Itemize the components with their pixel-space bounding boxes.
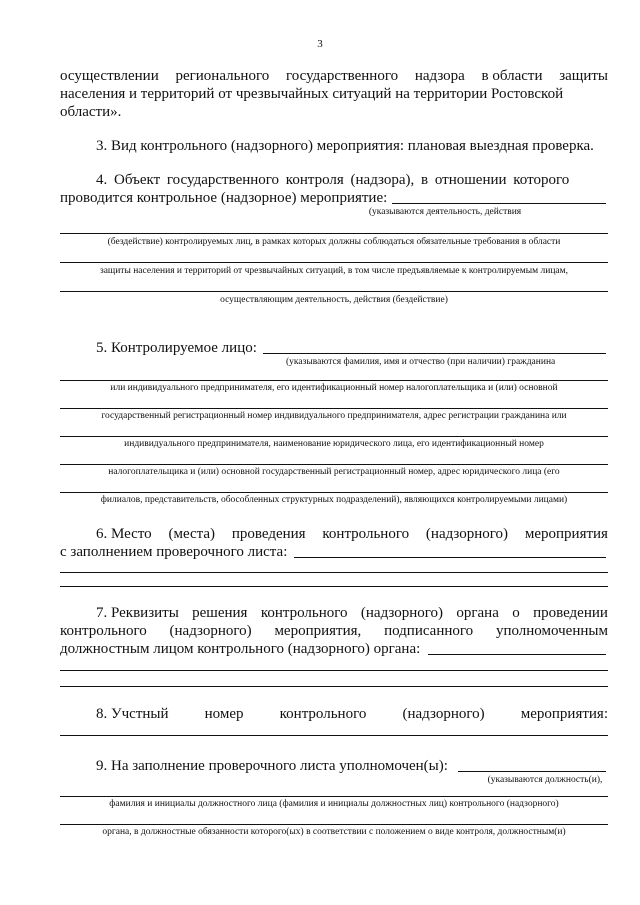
item-4-hint-3: защиты населения и территорий от чрезвычайных ситуаций, в том числе предъявляемые к контролируемым лицам,	[99, 266, 569, 276]
item-3-inspection-type: 3. Вид контрольного (надзорного) мероприятия: плановая выездная проверка.	[96, 138, 594, 154]
item-9-hint-2: фамилия и инициалы должностного лица (фамилия и инициалы должностных лиц) контрольного (надзорного)	[109, 799, 559, 809]
item-7-line-1-word: решения	[192, 605, 248, 621]
item-5-hint-1: (указываются фамилия, имя и отчество (при наличии) гражданина	[286, 357, 556, 367]
item-7-line-2-word: уполномоченным	[495, 623, 608, 639]
item-8-fill-line[interactable]	[60, 735, 608, 736]
item-8-line-1-word: контрольного	[279, 706, 367, 722]
item-9-hint-1: (указываются должность(и),	[487, 775, 603, 785]
item-5-line-c[interactable]	[60, 436, 608, 437]
item-7-line-1-word: проведении	[533, 605, 608, 621]
item-5-hint-6: филиалов, представительств, обособленных структурных подразделений), являющихся контролируемыми лицами)	[100, 495, 568, 505]
item-5-line-b[interactable]	[60, 408, 608, 409]
item-7-fill-line[interactable]	[428, 654, 606, 655]
item-5-hint-2: или индивидуального предпринимателя, его идентификационный номер налогоплательщика и (или) основной	[110, 383, 558, 393]
item-4-hint-4: осуществляющим деятельность, действия (бездействие)	[220, 295, 448, 305]
item-8-line-1-word: (надзорного)	[402, 706, 485, 722]
intro-line-1	[60, 68, 608, 85]
item-6-line-1-word: (места)	[168, 526, 216, 542]
item-7-line-3: должностным лицом контрольного (надзорного) органа:	[60, 641, 421, 657]
item-5-label: 5. Контролируемое лицо:	[96, 340, 257, 356]
item-7-line-1-word: контрольного	[260, 605, 348, 621]
item-4-hint-1: (указываются деятельность, действия	[368, 207, 522, 217]
item-6-line-1	[96, 526, 608, 543]
item-4-line-c[interactable]	[60, 291, 608, 292]
item-9-label: 9. На заполнение проверочного листа уполномочен(ы):	[96, 758, 448, 774]
item-8-line-1-word: 8. Учстный	[96, 706, 169, 722]
item-4-hint-2: (бездействие) контролируемых лиц, в рамках которых должны соблюдаться обязательные требования в области	[107, 237, 561, 247]
item-6-line-1-word: мероприятия	[524, 526, 608, 542]
item-4-line-a[interactable]	[60, 233, 608, 234]
intro-line-1-word: государственного	[285, 68, 399, 84]
item-6-line-2: с заполнением проверочного листа:	[60, 544, 288, 560]
item-6-line-b[interactable]	[60, 586, 608, 587]
item-6-fill-line[interactable]	[294, 557, 606, 558]
item-6-line-a[interactable]	[60, 572, 608, 573]
item-9-line-a[interactable]	[60, 796, 608, 797]
item-7-line-1-word: 7. Реквизиты	[96, 605, 179, 621]
item-6-line-1-word: 6. Место	[96, 526, 152, 542]
item-8-line-1-word: мероприятия:	[520, 706, 608, 722]
item-7-line-2-word: подписанного	[384, 623, 474, 639]
item-7-line-a[interactable]	[60, 670, 608, 671]
page-number: 3	[317, 38, 323, 50]
item-6-line-1-word: контрольного	[322, 526, 410, 542]
item-5-fill-line[interactable]	[263, 353, 606, 354]
item-7-line-1-word: о	[512, 605, 520, 621]
item-4-fill-line[interactable]	[392, 203, 606, 204]
intro-line-1-word: в области	[481, 68, 543, 84]
item-6-line-1-word: (надзорного)	[425, 526, 509, 542]
item-9-line-b[interactable]	[60, 824, 608, 825]
item-5-hint-4: индивидуального предпринимателя, наименование юридического лица, его идентификационный номер	[124, 439, 544, 449]
intro-line-1-word: осуществлении	[60, 68, 159, 84]
item-7-line-2-word: (надзорного)	[169, 623, 252, 639]
item-5-hint-5: налогоплательщика и (или) основной государственный регистрационный номер, адрес юридического лица (его	[108, 467, 560, 477]
item-8-line-1	[96, 706, 608, 723]
item-7-line-1	[96, 605, 608, 622]
item-5-line-d[interactable]	[60, 464, 608, 465]
item-5-hint-3: государственный регистрационный номер индивидуального предпринимателя, адрес регистрации гражданина или	[101, 411, 567, 421]
item-4-line-2: проводится контрольное (надзорное) мероприятие:	[60, 190, 388, 206]
item-7-line-2-word: контрольного	[60, 623, 147, 639]
item-4-line-1: 4. Объект государственного контроля (надзора), в отношении которого	[96, 172, 570, 188]
item-4-line-b[interactable]	[60, 262, 608, 263]
item-6-line-1-word: проведения	[231, 526, 306, 542]
item-9-hint-3: органа, в должностные обязанности которого(ых) в соответствии с положением о виде контроля, должностным(и)	[102, 827, 566, 837]
item-7-line-b[interactable]	[60, 686, 608, 687]
intro-line-1-word: надзора	[414, 68, 465, 84]
intro-line-2: населения и территорий от чрезвычайных ситуаций на территории Ростовской	[60, 86, 564, 102]
item-9-fill-line[interactable]	[458, 771, 606, 772]
intro-line-1-word: защиты	[559, 68, 608, 84]
item-7-line-2-word: мероприятия,	[274, 623, 362, 639]
item-5-line-a[interactable]	[60, 380, 608, 381]
intro-line-1-word: регионального	[175, 68, 270, 84]
intro-line-3: области».	[60, 104, 122, 120]
item-8-line-1-word: номер	[204, 706, 244, 722]
item-7-line-1-word: (надзорного)	[360, 605, 444, 621]
item-7-line-1-word: органа	[456, 605, 499, 621]
item-5-line-e[interactable]	[60, 492, 608, 493]
item-7-line-2	[60, 623, 608, 640]
